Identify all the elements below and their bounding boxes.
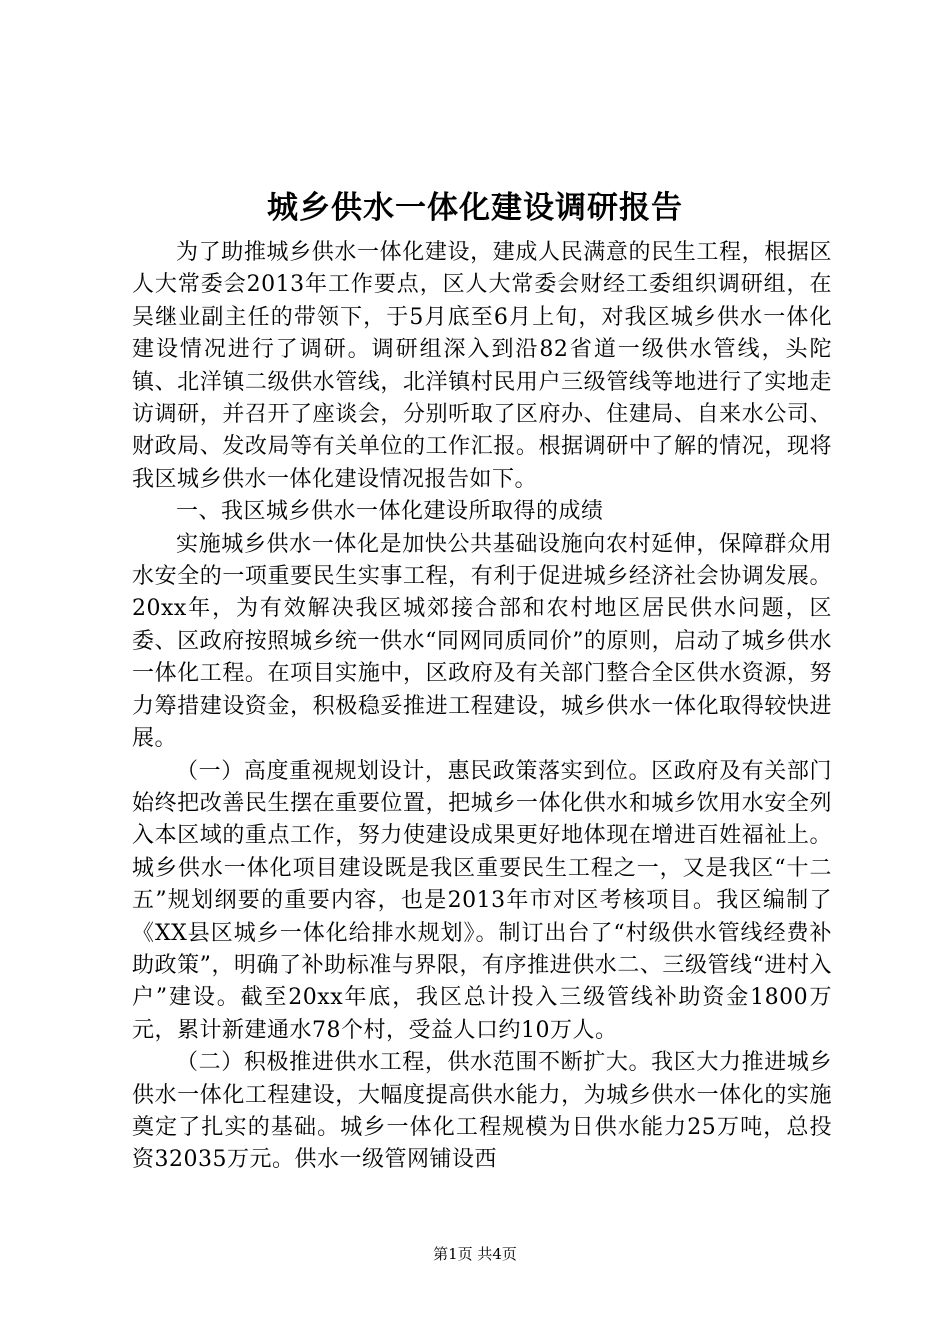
paragraph-intro: 为了助推城乡供水一体化建设，建成人民满意的民生工程，根据区人大常委会2013年工作要点，区人大常委会财经工委组织调研组，在吴继业副主任的带领下，于5月底至6月上旬，对我区城乡供水一体化建设情况进行了调研。调研组深入到沿82省道一级供水管线，头陀镇、北洋镇二级供水管线，北洋镇村民用户三级管线等地进行了实地走访调研，并召开了座谈会，分别听取了区府办、住建局、自来水公司、财政局、发改局等有关单位的工作汇报。根据调研中了解的情况，现将我区城乡供水一体化建设情况报告如下。 [132, 240, 832, 492]
document-body [132, 237, 832, 1177]
section-heading-1: 一、我区城乡供水一体化建设所取得的成绩 [176, 499, 604, 525]
paragraph-subsection-1: （一）高度重视规划设计，惠民政策落实到位。区政府及有关部门始终把改善民生摆在重要位置，把城乡一体化供水和城乡饮用水安全列入本区域的重点工作，努力使建设成果更好地体现在增进百姓福祉上。城乡供水一体化项目建设既是我区重要民生工程之一，又是我区“十二五”规划纲要的重要内容，也是2013年市对区考核项目。我区编制了《XX县区城乡一体化给排水规划》。制订出台了“村级供水管线经费补助政策”，明确了补助标准与界限，有序推进供水二、三级管线“进村入户”建设。截至20xx年底，我区总计投入三级管线补助资金1800万元，累计新建通水78个村，受益人口约10万人。 [132, 758, 832, 1043]
document-title: 城乡供水一体化建设调研报告 [267, 190, 683, 226]
page-number: 第1页 共4页 [433, 1245, 517, 1263]
paragraph-subsection-2: （二）积极推进供水工程，供水范围不断扩大。我区大力推进城乡供水一体化工程建设，大幅度提高供水能力，为城乡供水一体化的实施奠定了扎实的基础。城乡一体化工程规模为日供水能力25万吨，总投资32035万元。供水一级管网铺设西 [132, 1050, 832, 1173]
paragraph-achievements: 实施城乡供水一体化是加快公共基础设施向农村延伸，保障群众用水安全的一项重要民生实事工程，有利于促进城乡经济社会协调发展。20xx年，为有效解决我区城郊接合部和农村地区居民供水问题，区委、区政府按照城乡统一供水“同网同质同价”的原则，启动了城乡供水一体化工程。在项目实施中，区政府及有关部门整合全区供水资源，努力筹措建设资金，积极稳妥推进工程建设，城乡供水一体化取得较快进展。 [132, 531, 832, 752]
